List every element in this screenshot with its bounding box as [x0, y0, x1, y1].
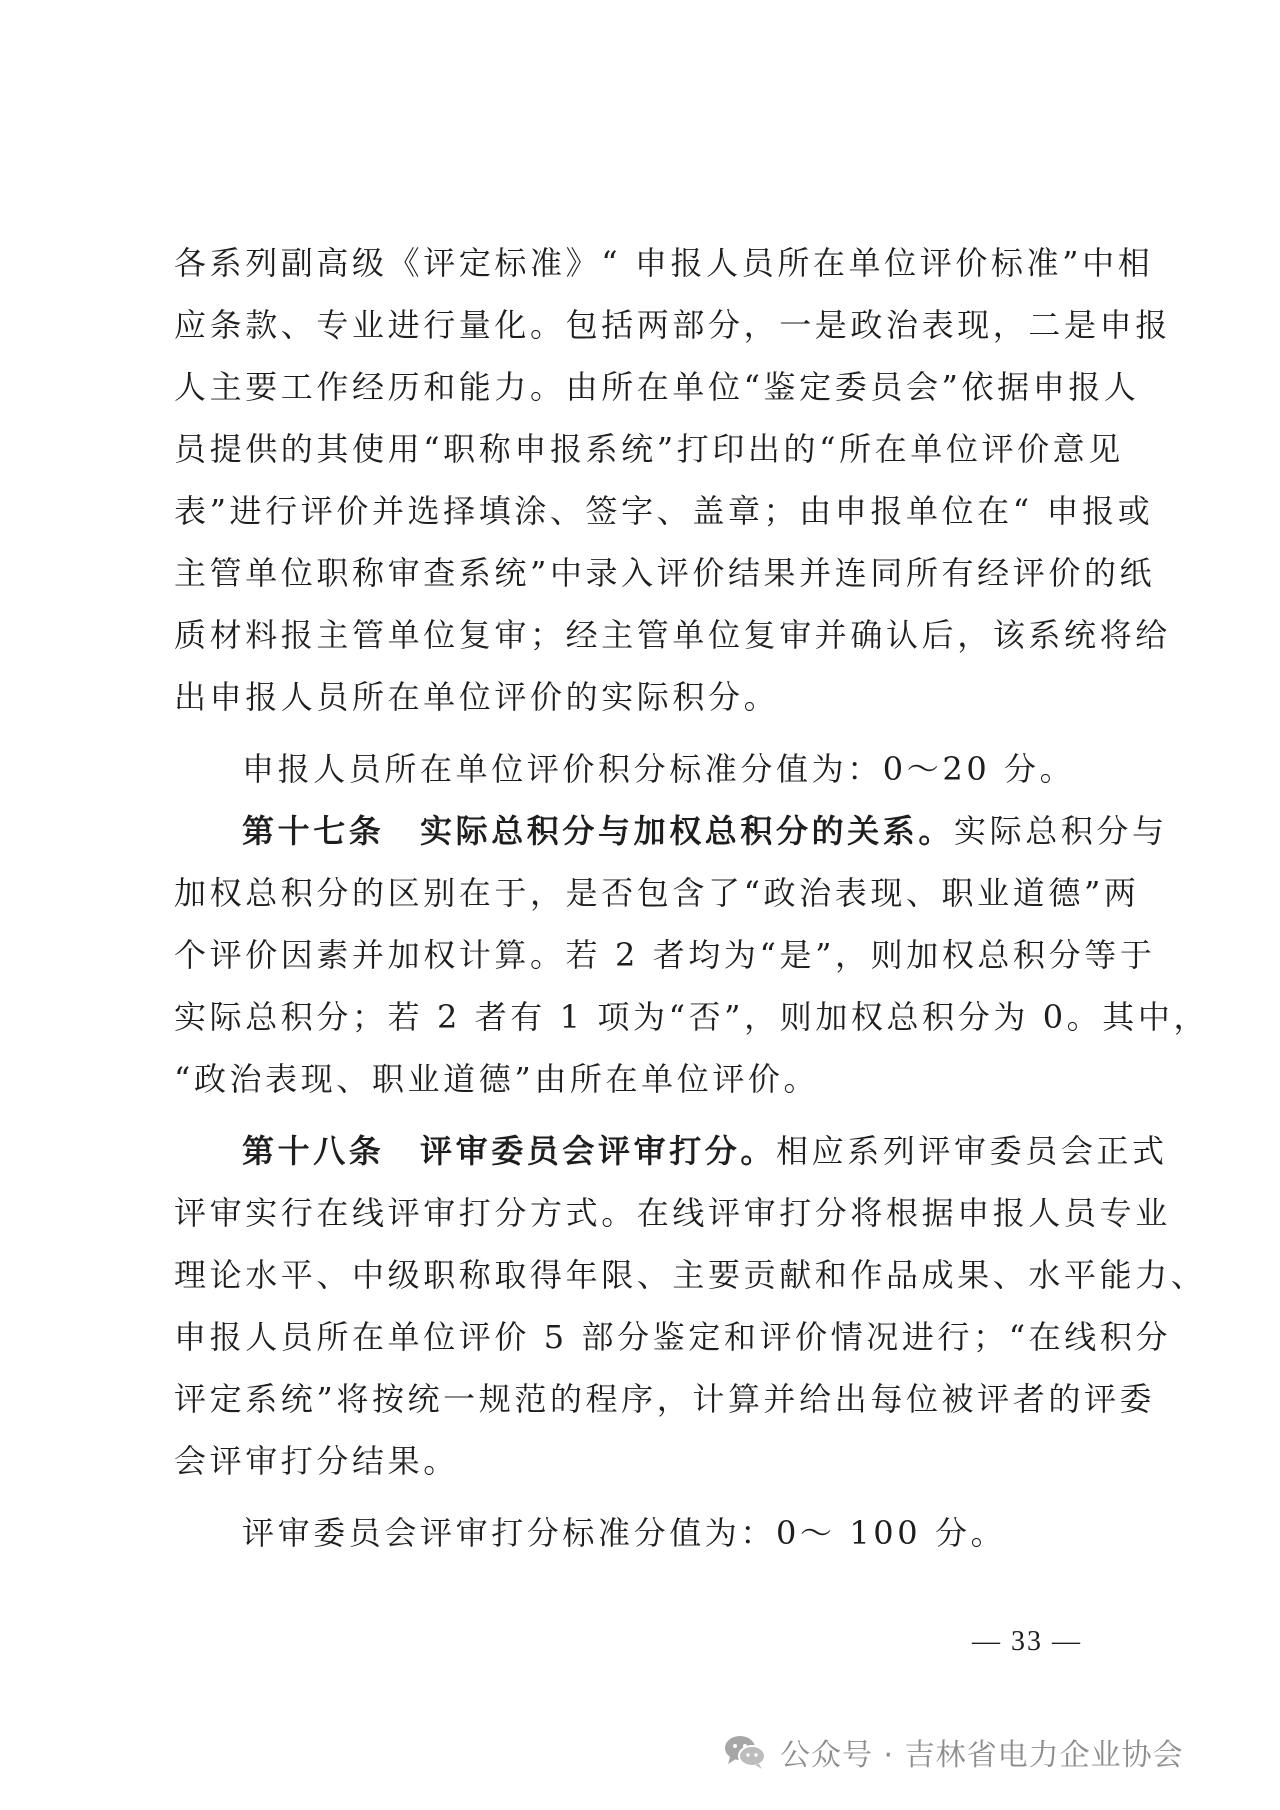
- watermark-text: 公众号 · 吉林省电力企业协会: [780, 1738, 1184, 1773]
- text-line: 个评价因素并加权计算。若 2 者均为“是”，则加权总积分等于: [174, 936, 1156, 974]
- article-18-heading: 第十八条 评审委员会评审打分。: [242, 1132, 777, 1170]
- article-18-first-line: [174, 1120, 1168, 1182]
- text-line: “政治表现、职业道德”由所在单位评价。: [174, 1060, 820, 1098]
- text-line: 理论水平、中级职称取得年限、主要贡献和作品成果、水平能力、: [174, 1256, 1207, 1294]
- text-line: 申报人员所在单位评价 5 部分鉴定和评价情况进行；“在线积分: [174, 1318, 1172, 1356]
- text-line: 各系列副高级《评定标准》“ 申报人员所在单位评价标准”中相: [174, 244, 1154, 282]
- text-line: 表”进行评价并选择填涂、签字、盖章；由申报单位在“ 申报或: [174, 492, 1154, 530]
- article-18-text: 相应系列评审委员会正式: [776, 1132, 1168, 1170]
- text-line: 应条款、专业进行量化。包括两部分，一是政治表现，二是申报: [174, 306, 1171, 344]
- text-line: 评定系统”将按统一规范的程序，计算并给出每位被评者的评委: [174, 1380, 1156, 1418]
- text-line: 员提供的其使用“职称申报系统”打印出的“所在单位评价意见: [174, 430, 1124, 468]
- text-line: 评审实行在线评审打分方式。在线评审打分将根据申报人员专业: [174, 1194, 1171, 1232]
- score-standard-line: 申报人员所在单位评价积分标准分值为：0～20 分。: [242, 750, 1076, 788]
- document-body: [174, 232, 1210, 1564]
- text-line: 主管单位职称审查系统”中录入评价结果并连同所有经评价的纸: [174, 554, 1156, 592]
- review-score-standard-line: 评审委员会评审打分标准分值为：0～ 100 分。: [242, 1514, 1007, 1552]
- text-line: 人主要工作经历和能力。由所在单位“鉴定委员会”依据申报人: [174, 368, 1140, 406]
- page-number: — 33 —: [972, 1626, 1082, 1657]
- article-17-text: 实际总积分与: [954, 812, 1168, 850]
- text-line: 实际总积分；若 2 者有 1 项为“否”，则加权总积分为 0。其中，: [174, 998, 1210, 1036]
- article-17-heading: 第十七条 实际总积分与加权总积分的关系。: [242, 812, 955, 850]
- text-line: 加权总积分的区别在于，是否包含了“政治表现、职业道德”两: [174, 874, 1140, 912]
- text-line: 质材料报主管单位复审；经主管单位复审并确认后，该系统将给: [174, 616, 1171, 654]
- article-17-first-line: [174, 800, 1168, 862]
- text-line: 出申报人员所在单位评价的实际积分。: [174, 678, 780, 716]
- watermark: [722, 1727, 1184, 1777]
- wechat-icon: [722, 1733, 768, 1771]
- text-line: 会评审打分结果。: [174, 1442, 459, 1480]
